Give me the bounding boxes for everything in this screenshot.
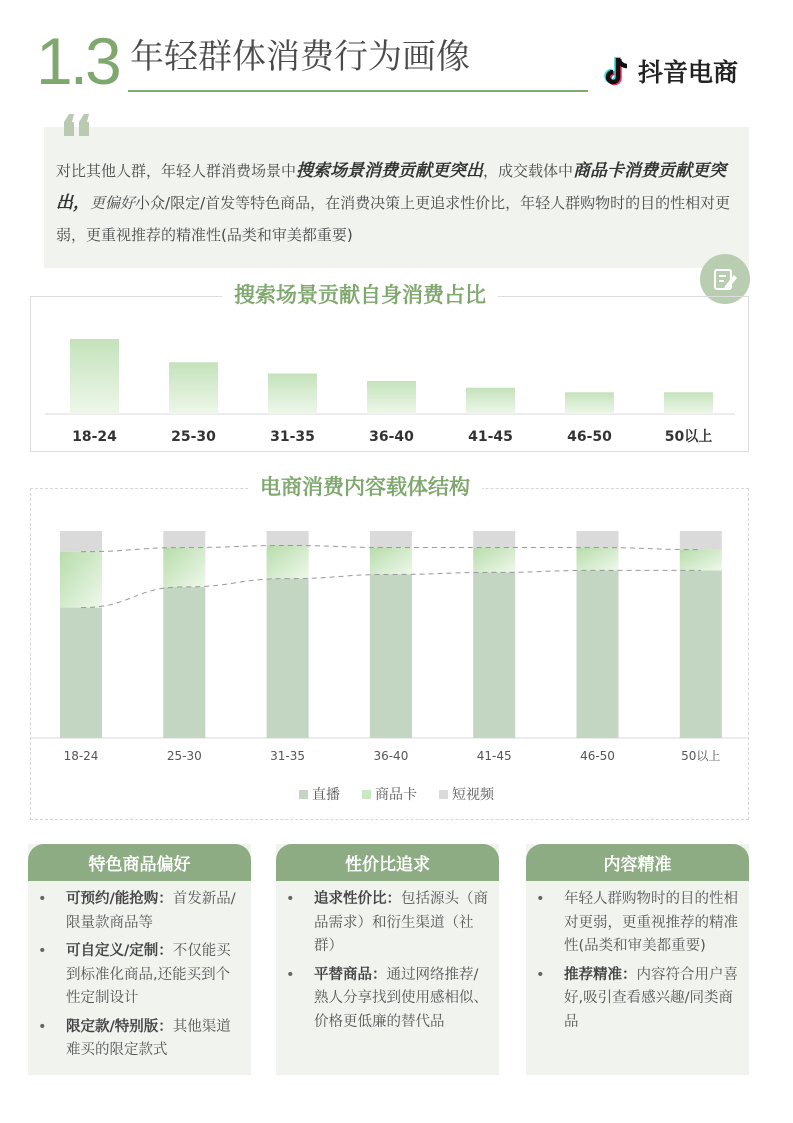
list-item-text: 年轻人群购物时的目的性相对更弱，更重视推荐的精准性(品类和审美都重要) (564, 891, 738, 954)
douyin-note-icon (604, 56, 632, 88)
stacked-bar-segment (473, 531, 515, 548)
list-item-text: 包括源头（商品需求）和衍生渠道（社群） (314, 891, 488, 954)
stacked-bar-segment (370, 531, 412, 548)
summary-text-run: 小众/限定/首发等特色商品，在消费决策上更追求性价比，年轻人群购物时的目的性相对更弱，更重视推荐的精准性(品类和审美都重要) (56, 194, 731, 244)
list-item-label: 可预约/能抢购： (66, 891, 173, 907)
legend-swatch (362, 790, 371, 799)
x-tick-label: 41-45 (476, 749, 512, 763)
list-item-text: 内容符合用户喜好,吸引查看感兴趣/同类商品 (564, 966, 738, 1030)
card-title: 特色商品偏好 (28, 844, 251, 881)
stacked-bar-segment (60, 608, 102, 738)
card-list (28, 888, 251, 1068)
legend-label: 直播 (312, 787, 340, 803)
legend-item (362, 784, 417, 804)
card-title: 内容精准 (526, 844, 749, 881)
list-item (534, 964, 739, 1035)
list-item (284, 888, 489, 959)
card-feature-goods (28, 844, 251, 1075)
x-tick-label: 46-50 (567, 429, 612, 445)
list-item-label: 平替商品： (314, 966, 387, 983)
card-title: 性价比追求 (276, 844, 499, 881)
card-list (526, 888, 749, 1039)
list-item-text: 通过网络推荐/熟人分享找到使用感相似、价格更低廉的替代品 (314, 966, 488, 1030)
card-content-precision (526, 844, 749, 1075)
page-title: 年轻群体消费行为画像 (130, 37, 470, 77)
stacked-bar-segment (680, 570, 722, 738)
legend-item (439, 784, 494, 804)
list-item (36, 888, 241, 935)
stacked-bar-segment (577, 548, 619, 571)
x-tick-label: 41-45 (468, 429, 513, 445)
list-item-label: 推荐精准： (564, 966, 637, 983)
list-item-text: 其他渠道难买的限定款式 (66, 1018, 231, 1058)
stacked-bar-segment (370, 548, 412, 575)
stacked-bar-segment (267, 531, 309, 545)
x-tick-label: 18-24 (63, 749, 99, 763)
legend-label: 短视频 (452, 787, 494, 803)
list-item (284, 964, 489, 1035)
stacked-bar-segment (577, 531, 619, 548)
card-value-for-money (276, 844, 499, 1075)
stacked-bar-segment (267, 545, 309, 578)
list-item (36, 940, 241, 1011)
summary-text-run: 对比其他人群，年轻人群消费场景中 (56, 162, 297, 180)
list-item (534, 888, 739, 959)
stacked-bar-segment (163, 531, 205, 548)
x-tick-label: 31-35 (270, 429, 315, 445)
summary-highlight: 商品卡消费贡献更突出， (56, 161, 727, 213)
brand-logo (604, 52, 738, 92)
stacked-bar-segment (163, 548, 205, 587)
title-underline (128, 90, 588, 92)
bar (70, 339, 119, 414)
x-tick-label: 50以上 (681, 749, 721, 763)
bar (565, 392, 614, 414)
bar (466, 388, 515, 414)
edit-note-icon (711, 265, 739, 293)
bar (664, 392, 713, 414)
stacked-bar-segment (163, 587, 205, 738)
content-carrier-chart-title: 电商消费内容载体结构 (248, 477, 482, 498)
legend-swatch (439, 790, 448, 799)
list-item-text: 不仅能买到标准化商品,还能买到个性定制设计 (66, 943, 231, 1006)
list-item-label: 可自定义/定制： (66, 943, 173, 959)
search-share-chart-title: 搜索场景贡献自身消费占比 (222, 285, 498, 306)
summary-text (56, 155, 736, 251)
stacked-bar-segment (473, 572, 515, 738)
stacked-bar-segment (267, 579, 309, 738)
summary-text-run: ，成交载体中 (483, 162, 574, 180)
x-tick-label: 50以上 (664, 429, 713, 445)
bar (367, 381, 416, 414)
stacked-bar-segment (60, 531, 102, 552)
x-tick-label: 31-35 (270, 749, 306, 763)
stacked-bar-segment (473, 548, 515, 573)
summary-highlight: 更偏好 (90, 194, 136, 212)
search-share-chart (30, 296, 749, 452)
legend-item (299, 784, 340, 804)
x-tick-label: 25-30 (171, 429, 216, 445)
legend-label: 商品卡 (375, 787, 417, 803)
stacked-bar-segment (60, 552, 102, 608)
stacked-bar-segment (577, 570, 619, 738)
x-tick-label: 46-50 (580, 749, 615, 763)
legend-swatch (299, 790, 308, 799)
list-item-label: 限定款/特别版： (66, 1018, 173, 1035)
card-list (276, 888, 499, 1039)
brand-name: 抖音电商 (638, 57, 739, 87)
list-item (36, 1016, 241, 1063)
stacked-bar-segment (680, 550, 722, 571)
chart-legend (0, 784, 793, 804)
summary-highlight: 搜索场景消费贡献更突出 (296, 161, 484, 181)
bar (169, 362, 218, 414)
x-tick-label: 25-30 (166, 749, 202, 763)
list-item-label: 追求性价比： (314, 891, 401, 907)
list-item-text: 首发新品/限量款商品等 (66, 891, 236, 931)
x-tick-label: 36-40 (369, 429, 414, 445)
stacked-bar-segment (370, 574, 412, 738)
section-number: 1.3 (36, 24, 119, 98)
x-tick-label: 18-24 (72, 429, 117, 445)
bar (268, 374, 317, 415)
x-tick-label: 36-40 (373, 749, 409, 763)
stacked-bar-segment (680, 531, 722, 550)
quote-mark-icon (62, 112, 92, 138)
content-carrier-chart (30, 488, 749, 778)
